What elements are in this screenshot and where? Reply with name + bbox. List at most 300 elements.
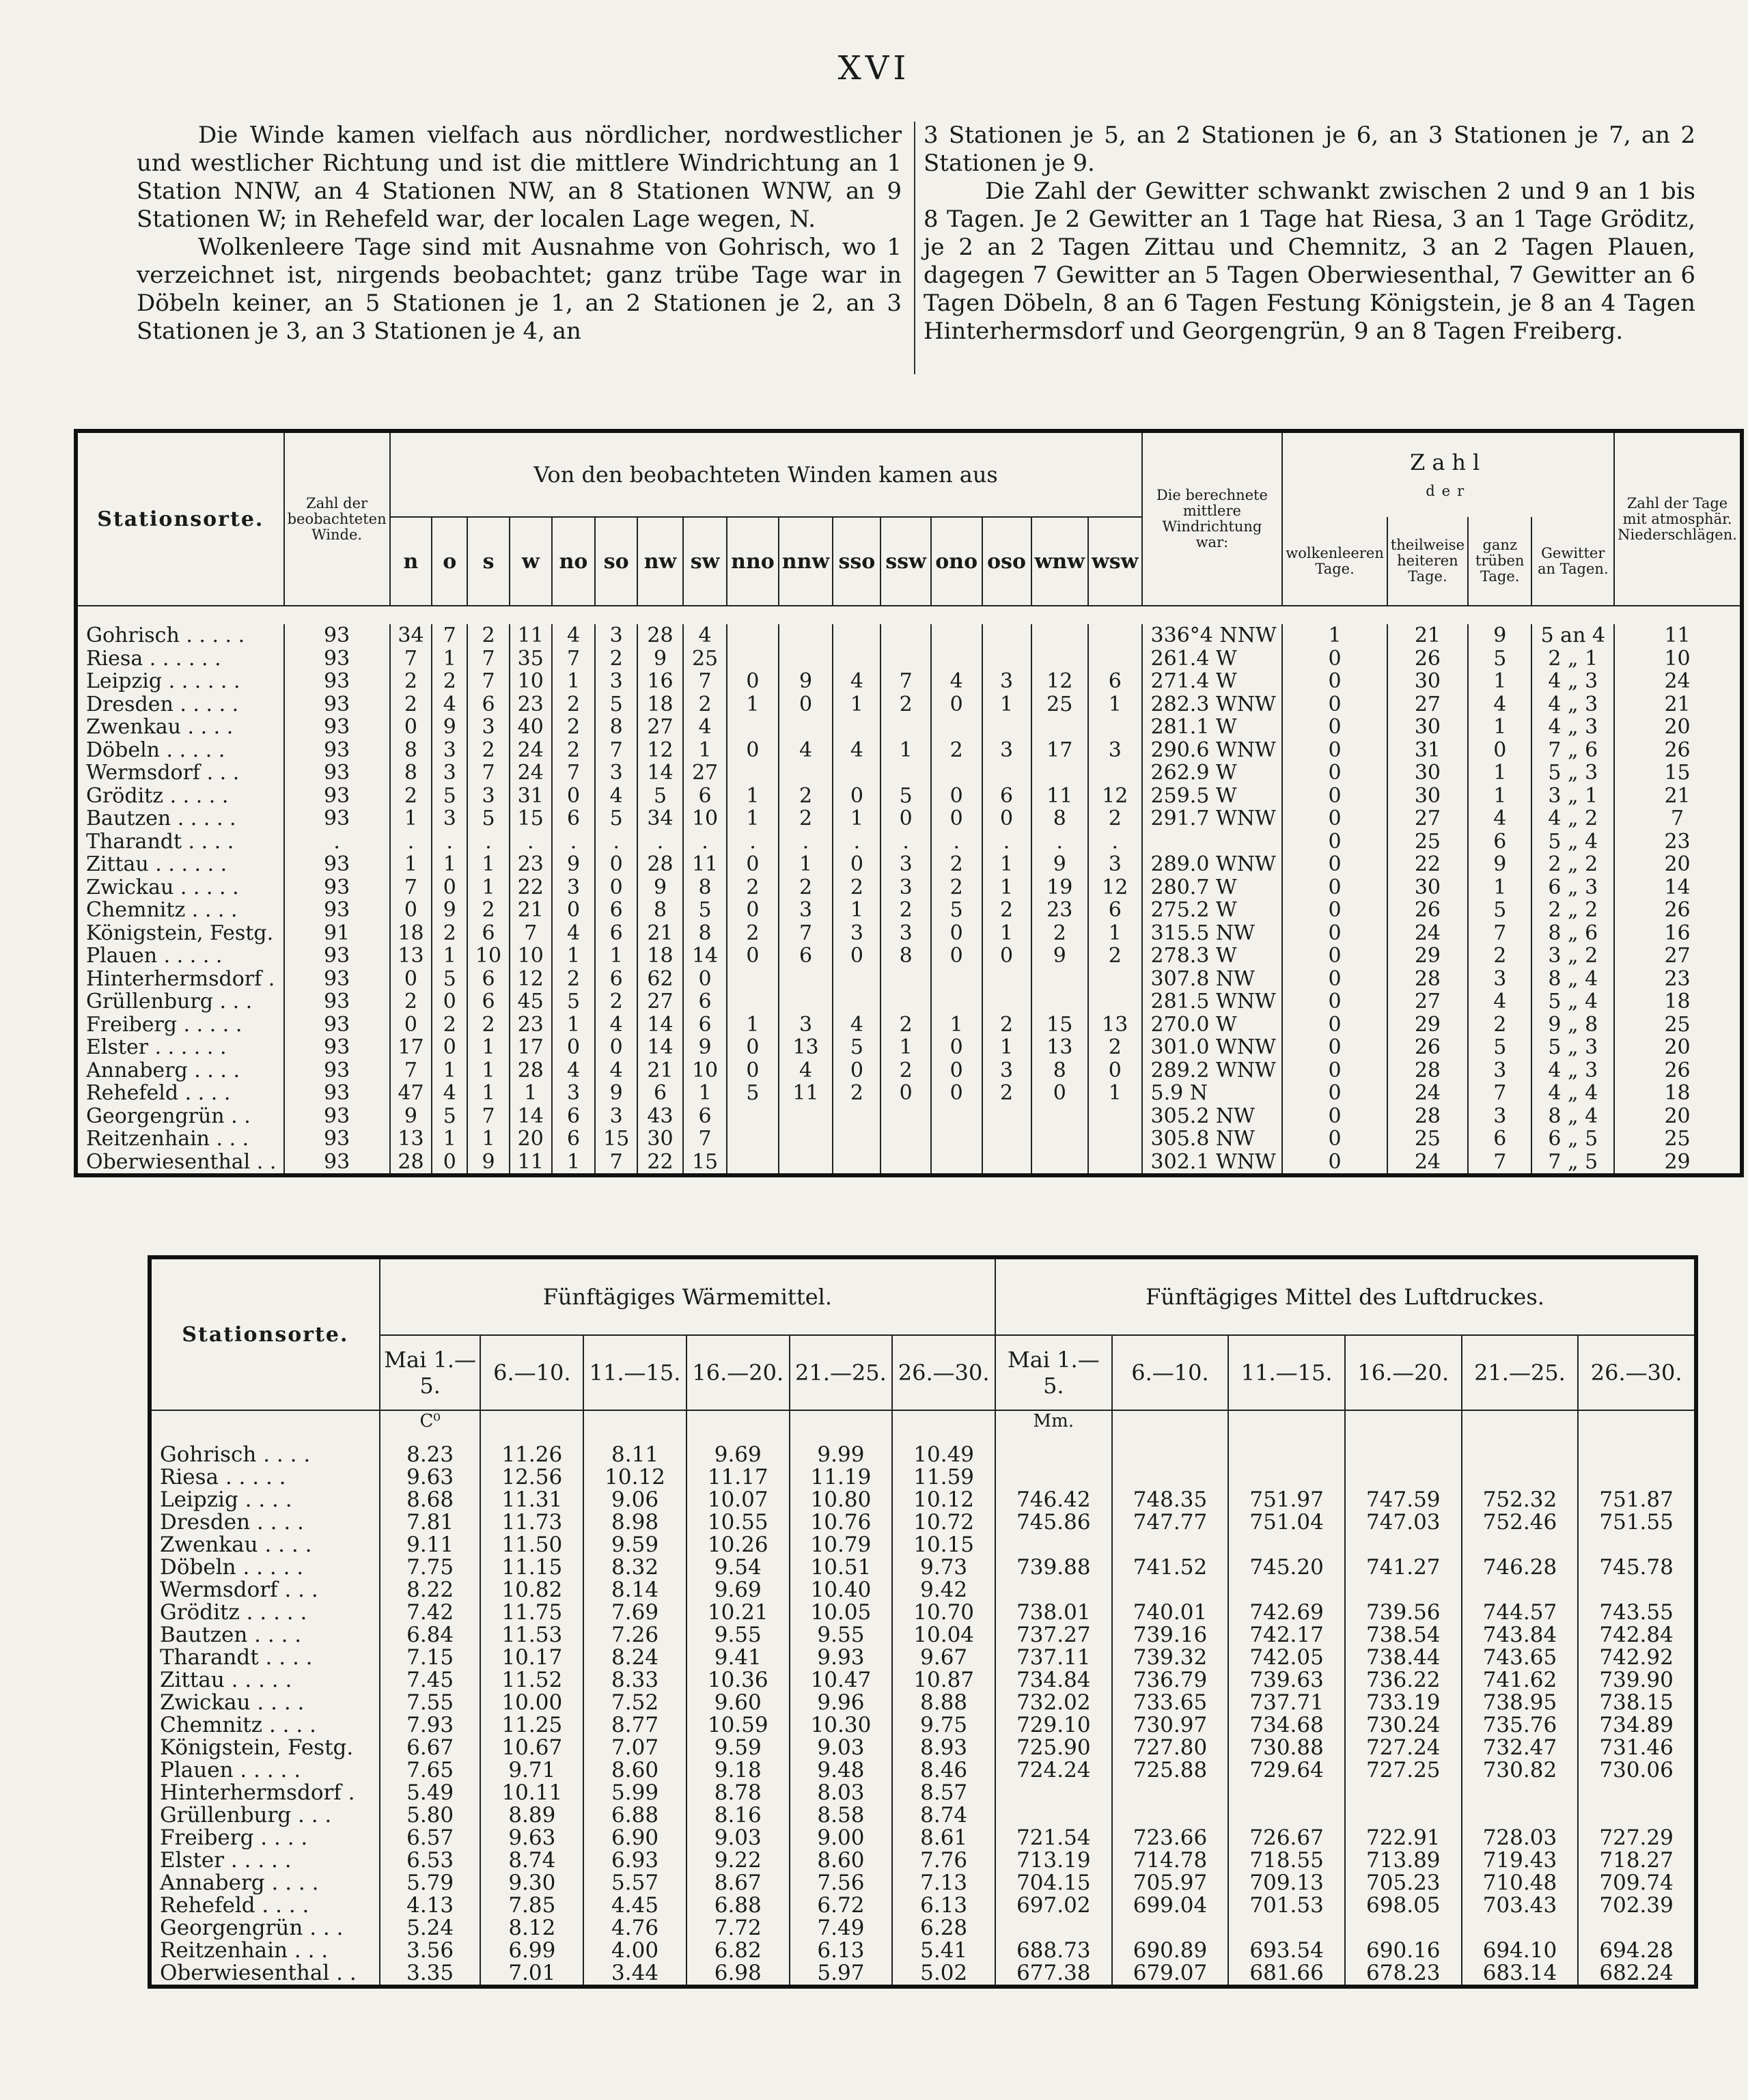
station-name: Gohrisch . . . . bbox=[150, 1444, 380, 1466]
table-row bbox=[150, 1624, 1696, 1647]
table-cell: 30 bbox=[1387, 716, 1468, 739]
table-row bbox=[76, 1151, 1742, 1176]
table-cell: 0 bbox=[779, 693, 833, 716]
table-cell: 6 bbox=[595, 899, 637, 922]
table-cell: 93 bbox=[284, 807, 390, 830]
table-cell: 0 bbox=[1282, 944, 1387, 968]
table-cell bbox=[931, 990, 982, 1013]
table-cell: 93 bbox=[284, 785, 390, 808]
table-cell: 26 bbox=[1387, 899, 1468, 922]
table-cell: 1 bbox=[1088, 1082, 1142, 1105]
table-cell: 3 bbox=[595, 670, 637, 693]
table-cell: 24 bbox=[510, 739, 552, 762]
table-cell bbox=[995, 1466, 1112, 1489]
table-cell bbox=[1578, 1534, 1696, 1556]
table-cell: 7.75 bbox=[380, 1556, 481, 1579]
table-cell: . bbox=[727, 830, 779, 854]
table-cell: 24 bbox=[510, 761, 552, 785]
table-cell: 0 bbox=[931, 944, 982, 968]
table-cell: 713.19 bbox=[995, 1849, 1112, 1872]
table-cell: 1 bbox=[552, 670, 596, 693]
table-cell: 5 bbox=[833, 1036, 880, 1059]
table-cell: 729.10 bbox=[995, 1714, 1112, 1737]
table-cell bbox=[1462, 1444, 1579, 1466]
table-cell: 10.55 bbox=[686, 1511, 790, 1534]
table-cell: 31 bbox=[1387, 739, 1468, 762]
table-cell: 4.45 bbox=[583, 1894, 686, 1917]
table-cell: 6 bbox=[595, 968, 637, 991]
station-name: Gröditz . . . . . bbox=[76, 785, 284, 808]
table-cell: 6 bbox=[1088, 670, 1142, 693]
table-cell: 40 bbox=[510, 716, 552, 739]
table-cell: 10.51 bbox=[790, 1556, 893, 1579]
table-row bbox=[76, 944, 1742, 968]
header-direction-no: no bbox=[552, 517, 596, 606]
table-cell: 1 bbox=[1468, 785, 1531, 808]
table-cell: 3 bbox=[880, 922, 930, 945]
table-cell: 752.46 bbox=[1462, 1511, 1579, 1534]
table-cell: 11.19 bbox=[790, 1466, 893, 1489]
table-row bbox=[76, 876, 1742, 899]
wind-table bbox=[74, 429, 1744, 1177]
table-cell: 2 bbox=[552, 693, 596, 716]
table-cell: 678.23 bbox=[1345, 1962, 1462, 1987]
table-row bbox=[150, 1579, 1696, 1601]
table-cell: 6 „ 5 bbox=[1531, 1128, 1614, 1151]
table-cell: 9.73 bbox=[892, 1556, 995, 1579]
table-cell: 261.4 W bbox=[1142, 647, 1283, 671]
table-cell: 2 bbox=[1088, 807, 1142, 830]
table-cell: 7.69 bbox=[583, 1601, 686, 1624]
table-cell: 8.46 bbox=[892, 1759, 995, 1782]
table-cell: 3.44 bbox=[583, 1962, 686, 1987]
table-cell bbox=[779, 761, 833, 785]
table-cell: 6 bbox=[467, 968, 510, 991]
table-cell: 25 bbox=[1031, 693, 1088, 716]
table-cell: 8.24 bbox=[583, 1647, 686, 1669]
table-cell: 12 bbox=[637, 739, 683, 762]
table-cell: 15 bbox=[1614, 761, 1742, 785]
table-cell: 8 „ 6 bbox=[1531, 922, 1614, 945]
table-cell: 93 bbox=[284, 693, 390, 716]
table-cell: 747.77 bbox=[1112, 1511, 1229, 1534]
table-cell: 1 bbox=[432, 853, 467, 876]
table-cell: 0 bbox=[931, 1059, 982, 1082]
table-cell: 8.12 bbox=[480, 1917, 583, 1940]
table-cell: 8.67 bbox=[686, 1872, 790, 1894]
table-cell: 3 bbox=[432, 739, 467, 762]
table-cell: 2 bbox=[727, 876, 779, 899]
table-cell: 20 bbox=[510, 1128, 552, 1151]
table-cell: 26 bbox=[1614, 899, 1742, 922]
table-cell: 1 bbox=[467, 1082, 510, 1105]
table-cell: 62 bbox=[637, 968, 683, 991]
table-row bbox=[150, 1962, 1696, 1987]
table-cell: 5 bbox=[683, 899, 727, 922]
table-row bbox=[150, 1601, 1696, 1624]
table-row bbox=[150, 1669, 1696, 1692]
table-cell: 736.22 bbox=[1345, 1669, 1462, 1692]
table-cell: 10.76 bbox=[790, 1511, 893, 1534]
table-cell: 18 bbox=[1614, 990, 1742, 1013]
table-cell: 305.8 NW bbox=[1142, 1128, 1283, 1151]
table-cell: 693.54 bbox=[1228, 1940, 1345, 1962]
header-direction-nno: nno bbox=[727, 517, 779, 606]
table-cell: 1 bbox=[727, 693, 779, 716]
table-cell: 727.25 bbox=[1345, 1759, 1462, 1782]
table-cell: 291.7 WNW bbox=[1142, 807, 1283, 830]
table-cell: 744.57 bbox=[1462, 1601, 1579, 1624]
table-cell bbox=[995, 1579, 1112, 1601]
table-cell: 3.35 bbox=[380, 1962, 481, 1987]
table-cell: 8 bbox=[390, 739, 432, 762]
table-cell: 10.82 bbox=[480, 1579, 583, 1601]
table-cell: 11.15 bbox=[480, 1556, 583, 1579]
table-cell: 6.53 bbox=[380, 1849, 481, 1872]
table-cell: 2 bbox=[552, 968, 596, 991]
table-cell bbox=[931, 716, 982, 739]
table-cell: 8.14 bbox=[583, 1579, 686, 1601]
table-cell: 0 bbox=[1282, 807, 1387, 830]
table-cell bbox=[1031, 761, 1088, 785]
table-cell: 0 bbox=[595, 853, 637, 876]
table-cell: 0 bbox=[1282, 853, 1387, 876]
table-cell: 6.67 bbox=[380, 1737, 481, 1759]
table-cell bbox=[1345, 1444, 1462, 1466]
table-cell: . bbox=[467, 830, 510, 854]
table-cell: 11 bbox=[1031, 785, 1088, 808]
table-cell: 289.2 WNW bbox=[1142, 1059, 1283, 1082]
table-cell: 7 „ 5 bbox=[1531, 1151, 1614, 1176]
table-cell: 301.0 WNW bbox=[1142, 1036, 1283, 1059]
table-cell: 93 bbox=[284, 968, 390, 991]
table-cell: 23 bbox=[510, 1013, 552, 1037]
table-cell: 3 bbox=[432, 761, 467, 785]
table-cell: 703.43 bbox=[1462, 1894, 1579, 1917]
table-cell bbox=[727, 647, 779, 671]
table-cell: . bbox=[510, 830, 552, 854]
table-cell: 289.0 WNW bbox=[1142, 853, 1283, 876]
table-cell: 734.68 bbox=[1228, 1714, 1345, 1737]
table-cell: 93 bbox=[284, 1128, 390, 1151]
table-cell: 93 bbox=[284, 876, 390, 899]
table-cell: 751.87 bbox=[1578, 1489, 1696, 1511]
header-direction-sso: sso bbox=[833, 517, 880, 606]
table-cell: 738.95 bbox=[1462, 1692, 1579, 1714]
table-cell: 11 bbox=[510, 1151, 552, 1176]
table-cell: 11.17 bbox=[686, 1466, 790, 1489]
table-cell: 4 bbox=[833, 670, 880, 693]
paragraph-winds: Die Winde kamen vielfach aus nördlicher, nordwestlicher und westlicher Richtung und ist die mittlere Windrichtung an 1 Station NNW, an 4 Stationen NW, an 8 Stationen WNW, an 9 Stationen W; in Rehefeld war, der localen Lage wegen, N. bbox=[137, 122, 902, 233]
table-cell: 17 bbox=[1031, 739, 1088, 762]
table-cell: 6 bbox=[1468, 1128, 1531, 1151]
table-cell: 0 bbox=[1282, 739, 1387, 762]
table-cell: . bbox=[1031, 830, 1088, 854]
table-cell: 0 bbox=[931, 807, 982, 830]
table-cell: . bbox=[779, 830, 833, 854]
table-row bbox=[76, 693, 1742, 716]
table-cell: 3 bbox=[432, 807, 467, 830]
table-cell: 2 bbox=[390, 785, 432, 808]
table-cell: 4 „ 3 bbox=[1531, 670, 1614, 693]
table-cell bbox=[1228, 1804, 1345, 1827]
table-cell: . bbox=[637, 830, 683, 854]
table-cell bbox=[1031, 1151, 1088, 1176]
table-cell: 6 bbox=[637, 1082, 683, 1105]
table-cell: 12 bbox=[1031, 670, 1088, 693]
table-cell: 0 bbox=[1282, 1082, 1387, 1105]
table-cell: 8 bbox=[683, 876, 727, 899]
text-column-left bbox=[137, 122, 902, 346]
table-cell: 1 bbox=[552, 1151, 596, 1176]
table-cell: 688.73 bbox=[995, 1940, 1112, 1962]
temperature-pressure-table bbox=[148, 1255, 1698, 1989]
table-cell: 742.69 bbox=[1228, 1601, 1345, 1624]
table-cell: 1 bbox=[552, 1013, 596, 1037]
station-name: Freiberg . . . . bbox=[150, 1827, 380, 1849]
table-cell: 5.57 bbox=[583, 1872, 686, 1894]
table-cell bbox=[727, 1151, 779, 1176]
table-cell bbox=[779, 968, 833, 991]
table-cell: 736.79 bbox=[1112, 1669, 1229, 1692]
table-cell bbox=[1088, 647, 1142, 671]
table-row bbox=[150, 1444, 1696, 1466]
table-cell bbox=[880, 647, 930, 671]
table-cell bbox=[1228, 1534, 1345, 1556]
table-cell: 10.59 bbox=[686, 1714, 790, 1737]
table-cell: 0 bbox=[1282, 670, 1387, 693]
table-row bbox=[76, 990, 1742, 1013]
table-cell: 11 bbox=[1614, 624, 1742, 647]
table-cell: 742.17 bbox=[1228, 1624, 1345, 1647]
table-cell bbox=[833, 624, 880, 647]
table-cell: . bbox=[595, 830, 637, 854]
table-cell: 5 bbox=[1468, 647, 1531, 671]
table-cell: 9.41 bbox=[686, 1647, 790, 1669]
table-cell: 305.2 NW bbox=[1142, 1105, 1283, 1128]
table-cell: 20 bbox=[1614, 716, 1742, 739]
table-cell: 0 bbox=[1282, 968, 1387, 991]
table-cell bbox=[1228, 1782, 1345, 1804]
table-cell: 721.54 bbox=[995, 1827, 1112, 1849]
table-cell: 0 bbox=[880, 1082, 930, 1105]
table-cell: 7.72 bbox=[686, 1917, 790, 1940]
table-cell: 13 bbox=[1031, 1036, 1088, 1059]
table-cell: 6 bbox=[683, 785, 727, 808]
table-cell: 12 bbox=[1088, 876, 1142, 899]
table-cell: 727.80 bbox=[1112, 1737, 1229, 1759]
station-name: Wermsdorf . . . bbox=[76, 761, 284, 785]
table-cell: 5 „ 4 bbox=[1531, 990, 1614, 1013]
table-cell: 27 bbox=[1387, 693, 1468, 716]
table-cell: 8.03 bbox=[790, 1782, 893, 1804]
table-cell bbox=[1112, 1466, 1229, 1489]
table-cell: 4 bbox=[683, 716, 727, 739]
table-cell: 681.66 bbox=[1228, 1962, 1345, 1987]
table-row bbox=[150, 1692, 1696, 1714]
table-cell: 7 bbox=[552, 761, 596, 785]
table-cell: 738.54 bbox=[1345, 1624, 1462, 1647]
table-cell bbox=[1088, 968, 1142, 991]
table-cell: 746.28 bbox=[1462, 1556, 1579, 1579]
table-cell: 6.84 bbox=[380, 1624, 481, 1647]
table-cell: 6.88 bbox=[686, 1894, 790, 1917]
header-direction-nnw: nnw bbox=[779, 517, 833, 606]
table-cell: 11.52 bbox=[480, 1669, 583, 1692]
table-cell: 2 bbox=[779, 785, 833, 808]
table-cell: 28 bbox=[637, 624, 683, 647]
table-cell: 2 bbox=[1088, 944, 1142, 968]
table-cell: 8.22 bbox=[380, 1579, 481, 1601]
table-cell: 0 bbox=[595, 1036, 637, 1059]
table-cell bbox=[1228, 1579, 1345, 1601]
table-cell: 9 bbox=[432, 716, 467, 739]
station-name: Georgengrün . . bbox=[76, 1105, 284, 1128]
table-cell: 1 bbox=[595, 944, 637, 968]
table-cell: 727.29 bbox=[1578, 1827, 1696, 1849]
table-cell: 739.63 bbox=[1228, 1669, 1345, 1692]
table-cell: 737.27 bbox=[995, 1624, 1112, 1647]
table-row bbox=[76, 1105, 1742, 1128]
table-cell: 6.93 bbox=[583, 1849, 686, 1872]
table-row bbox=[76, 1128, 1742, 1151]
table-cell: 7 bbox=[683, 670, 727, 693]
table-cell: 21 bbox=[510, 899, 552, 922]
table-cell bbox=[1345, 1579, 1462, 1601]
header-zahl: Zahl bbox=[1410, 449, 1487, 475]
table-cell: 9.18 bbox=[686, 1759, 790, 1782]
table-row bbox=[150, 1782, 1696, 1804]
header-direction-so: so bbox=[595, 517, 637, 606]
table-cell bbox=[931, 647, 982, 671]
table-cell: 742.05 bbox=[1228, 1647, 1345, 1669]
table-cell: 5.99 bbox=[583, 1782, 686, 1804]
table-cell: 10.67 bbox=[480, 1737, 583, 1759]
table-cell: 0 bbox=[727, 944, 779, 968]
table-cell: 8.11 bbox=[583, 1444, 686, 1466]
table-cell: 4 bbox=[552, 1059, 596, 1082]
table-cell: 4 bbox=[552, 624, 596, 647]
table-cell: 724.24 bbox=[995, 1759, 1112, 1782]
table-cell: 3 bbox=[982, 670, 1031, 693]
table-cell: 3 bbox=[552, 1082, 596, 1105]
table-cell: 6 bbox=[552, 1105, 596, 1128]
table-cell: 14 bbox=[683, 944, 727, 968]
table-cell: 271.4 W bbox=[1142, 670, 1283, 693]
header-overcast-days: ganz trüben Tage. bbox=[1468, 517, 1531, 606]
table-cell: 5.24 bbox=[380, 1917, 481, 1940]
station-name: Rehefeld . . . . bbox=[150, 1894, 380, 1917]
table-cell: 6.57 bbox=[380, 1827, 481, 1849]
table-cell: 302.1 WNW bbox=[1142, 1151, 1283, 1176]
station-name: Freiberg . . . . . bbox=[76, 1013, 284, 1037]
table-cell: 0 bbox=[833, 853, 880, 876]
table-cell: 9.55 bbox=[790, 1624, 893, 1647]
table-cell: 9.75 bbox=[892, 1714, 995, 1737]
table-row bbox=[76, 716, 1742, 739]
table-cell: 690.89 bbox=[1112, 1940, 1229, 1962]
table-cell: 5 bbox=[637, 785, 683, 808]
table-cell bbox=[833, 647, 880, 671]
table-cell: 2 bbox=[467, 899, 510, 922]
table-cell: 93 bbox=[284, 1082, 390, 1105]
table-cell: 0 bbox=[390, 1013, 432, 1037]
table-cell: 709.74 bbox=[1578, 1872, 1696, 1894]
table-cell: 11.31 bbox=[480, 1489, 583, 1511]
table-cell: 10 bbox=[510, 670, 552, 693]
table-cell: 14 bbox=[637, 1036, 683, 1059]
table-cell bbox=[880, 761, 930, 785]
table-cell: 1 bbox=[1088, 693, 1142, 716]
table-cell bbox=[1578, 1782, 1696, 1804]
table-cell: 1 bbox=[683, 1082, 727, 1105]
table-cell: 10 bbox=[1614, 647, 1742, 671]
table-cell: 9 bbox=[1031, 853, 1088, 876]
table-cell: 0 bbox=[727, 739, 779, 762]
station-name: Georgengrün . . . bbox=[150, 1917, 380, 1940]
table-cell: 2 bbox=[390, 693, 432, 716]
table-cell: 0 bbox=[931, 785, 982, 808]
table-cell: 731.46 bbox=[1578, 1737, 1696, 1759]
table-cell: 730.24 bbox=[1345, 1714, 1462, 1737]
table-row bbox=[76, 853, 1742, 876]
table-cell: 740.01 bbox=[1112, 1601, 1229, 1624]
station-name: Leipzig . . . . . . bbox=[76, 670, 284, 693]
table-cell: 9.48 bbox=[790, 1759, 893, 1782]
table-cell bbox=[1578, 1917, 1696, 1940]
table-cell: 34 bbox=[637, 807, 683, 830]
table-cell: 25 bbox=[1387, 1128, 1468, 1151]
table-cell: 26 bbox=[1387, 1036, 1468, 1059]
table-cell: 5.79 bbox=[380, 1872, 481, 1894]
table-cell bbox=[1578, 1444, 1696, 1466]
table-cell: 1 bbox=[931, 1013, 982, 1037]
header-direction-s: s bbox=[467, 517, 510, 606]
table-cell bbox=[727, 1105, 779, 1128]
table-cell: 1 bbox=[779, 853, 833, 876]
table-cell: 1 bbox=[982, 693, 1031, 716]
table-cell: 275.2 W bbox=[1142, 899, 1283, 922]
table-cell: 30 bbox=[1387, 670, 1468, 693]
table-cell: 9 bbox=[1468, 624, 1531, 647]
table-cell bbox=[727, 990, 779, 1013]
table-cell: 7 bbox=[467, 647, 510, 671]
header-pressure-group: Fünftägiges Mittel des Luftdruckes. bbox=[995, 1257, 1696, 1335]
table-cell: 723.66 bbox=[1112, 1827, 1229, 1849]
header-temp-period: 16.—20. bbox=[686, 1335, 790, 1410]
table-cell bbox=[1031, 716, 1088, 739]
table-cell bbox=[880, 1105, 930, 1128]
table-cell: 4.00 bbox=[583, 1940, 686, 1962]
header-temp-period: 11.—15. bbox=[583, 1335, 686, 1410]
table-cell: 5 bbox=[595, 807, 637, 830]
table-cell: 733.19 bbox=[1345, 1692, 1462, 1714]
table-cell: 2 bbox=[880, 1013, 930, 1037]
table-cell: 2 bbox=[833, 1082, 880, 1105]
table-cell: 45 bbox=[510, 990, 552, 1013]
table-cell: 0 bbox=[727, 1059, 779, 1082]
table-cell: 21 bbox=[1614, 785, 1742, 808]
table-cell: 0 bbox=[1282, 899, 1387, 922]
table-cell: 3 „ 2 bbox=[1531, 944, 1614, 968]
table-cell bbox=[982, 647, 1031, 671]
table-cell: 734.89 bbox=[1578, 1714, 1696, 1737]
table-cell: 9 bbox=[637, 876, 683, 899]
table-cell: 3 bbox=[1468, 1059, 1531, 1082]
table-cell: 9.03 bbox=[790, 1737, 893, 1759]
table-cell: 0 bbox=[552, 1036, 596, 1059]
table-cell: 4 „ 3 bbox=[1531, 693, 1614, 716]
